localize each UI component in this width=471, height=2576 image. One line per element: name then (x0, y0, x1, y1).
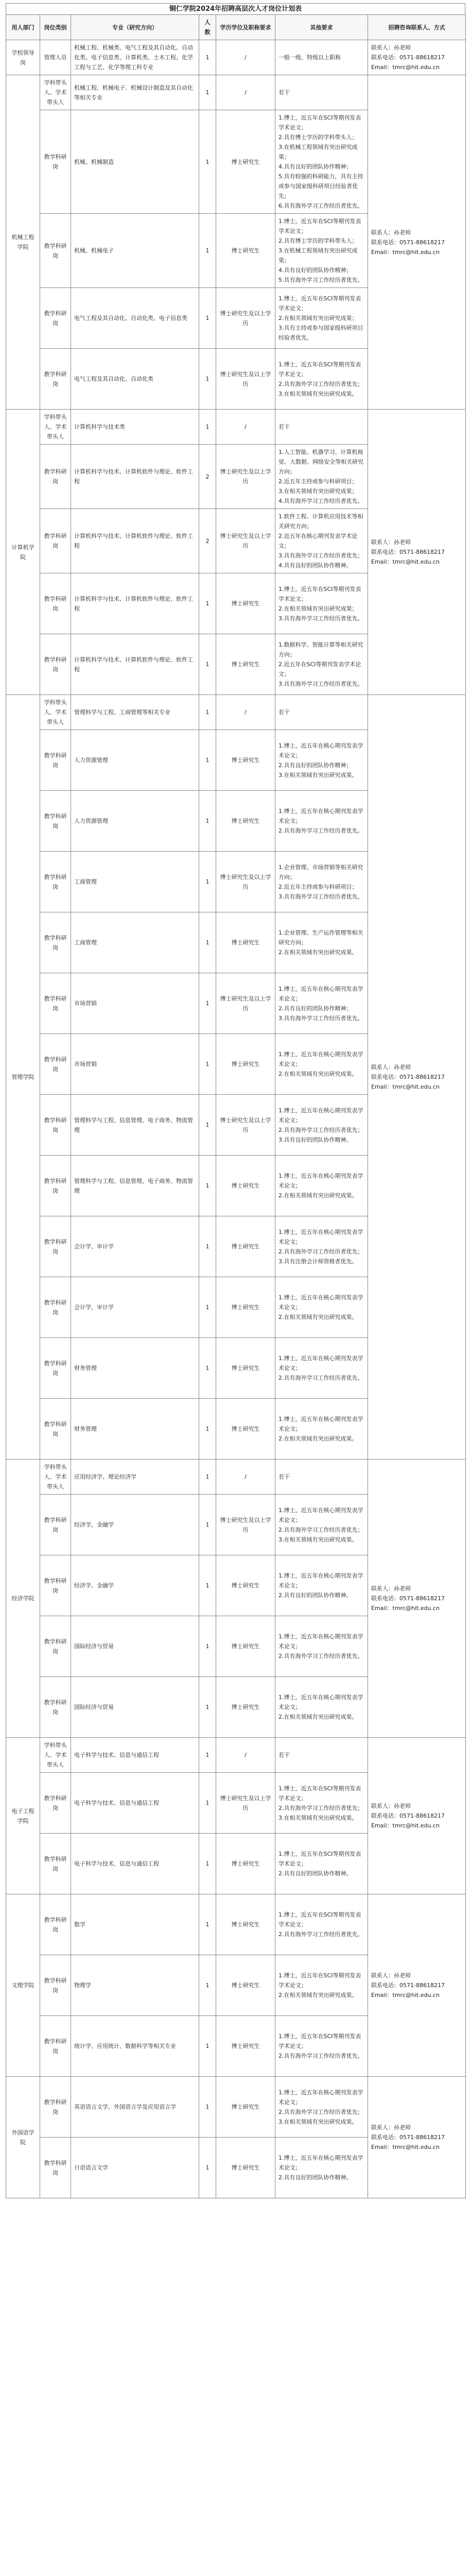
major-cell: 机械工程、机械电子、机械设计制造及其自动化等相关专业 (71, 75, 199, 110)
table-row (6, 1738, 466, 1773)
contact-cell: 联系人：孙老师 联系电话：0571-88618217 Email：tmrc@hit.edu.cn (368, 695, 466, 1460)
other-cell: 1.博士，近五年在核心期刊发表学术论文； 2.具有海外学习工作经历者优先。 (275, 1338, 368, 1399)
count-cell: 1 (199, 349, 216, 410)
degree-cell: 博士研究生 (216, 1216, 275, 1277)
other-cell: 1.软件工程、计算机应用技术等相关研究方向； 2.近五年在核心期刊发表学术论文； 3.具有海外学习工作经历者优先； 4.具有良好的团队协作精神。 (275, 509, 368, 573)
category-cell: 教学科研岗 (40, 1277, 71, 1338)
category-cell: 教学科研岗 (40, 912, 71, 973)
count-cell: 1 (199, 634, 216, 695)
category-cell: 教学科研岗 (40, 1616, 71, 1677)
other-cell: 1.博士，近五年在核心期刊发表学术论文； 2.在相关领域有突出研究成果。 (275, 1277, 368, 1338)
other-cell: 若干 (275, 75, 368, 110)
count-cell: 1 (199, 410, 216, 445)
category-cell: 教学科研岗 (40, 730, 71, 791)
count-cell: 1 (199, 2138, 216, 2198)
degree-cell: 博士研究生 (216, 912, 275, 973)
other-cell: 一般一级、特级以上职称 (275, 40, 368, 75)
table-row (6, 75, 466, 110)
other-cell: 1.博士，近五年在核心期刊发表学术论文； 2.具有海外学习工作经历者优先； 3.在相关领域有突出研究成果。 (275, 2077, 368, 2138)
major-cell: 电子科学与技术、信息与通信工程 (71, 1738, 199, 1773)
header-major: 专业（研究方向） (71, 15, 199, 40)
other-cell: 1.博士，近五年在核心期刊发表学术论文； 2.具有海外学习工作经历者优先。 (275, 1616, 368, 1677)
other-cell: 1.博士，近五年在核心期刊发表学术论文； 2.在相关领域有突出研究成果。 (275, 1156, 368, 1216)
other-cell: 1.博士，近五年在SCI等期刊发表学术论文； 2.具有良好的团队协作精神。 (275, 1834, 368, 1894)
other-cell: 1.博士，近五年在核心期刊发表学术论文； 2.具有海外学习工作经历者优先； 3.具有良好的团队协作精神。 (275, 1095, 368, 1156)
other-cell: 1.博士，近五年在SCI等期刊发表学术论文； 2.在相关领域有突出研究成果。 (275, 1955, 368, 2016)
table-row (6, 1460, 466, 1495)
other-cell: 1.博士，近五年在核心期刊发表学术论文； 2.在相关领域有突出研究成果。 (275, 1034, 368, 1095)
major-cell: 市场营销 (71, 1034, 199, 1095)
major-cell: 数学 (71, 1894, 199, 1955)
major-cell: 管理科学与工程、信息管理、电子商务、物流管理 (71, 1156, 199, 1216)
degree-cell: 博士研究生及以上学历 (216, 973, 275, 1034)
other-cell: 1.博士，近五年在SCI等期刊发表学术论文； 2.具有海外学习工作经历者优先； 3.在相关领域有突出研究成果。 (275, 1773, 368, 1834)
document-title: 铜仁学院2024年招聘高层次人才岗位计划表 (6, 3, 465, 14)
table-row (6, 1894, 466, 1955)
other-cell: 1.博士，近五年在核心期刊发表学术论文； 2.具有良好的团队协作精神； 3.具有海外学习工作经历者优先。 (275, 973, 368, 1034)
dept-cell: 计算机学院 (6, 410, 40, 695)
degree-cell: 博士研究生 (216, 634, 275, 695)
count-cell: 1 (199, 695, 216, 730)
major-cell: 日语语言文学 (71, 2138, 199, 2198)
category-cell: 教学科研岗 (40, 1773, 71, 1834)
category-cell: 教学科研岗 (40, 445, 71, 509)
other-cell: 1.博士，近五年在SCI等期刊发表学术论文； 2.具有博士学历的学科带头人； 3.在机械工程领域有突出研究成果； 4.具有良好的团队协作精神； 5.具有海外学习工作经历者优先。 (275, 214, 368, 288)
count-cell: 1 (199, 1555, 216, 1616)
count-cell: 1 (199, 214, 216, 288)
count-cell: 1 (199, 1834, 216, 1894)
other-cell: 1.企业管理、生产运作管理等相关研究方向； 2.在相关领域有突出研究成果。 (275, 912, 368, 973)
other-cell: 1.博士，近五年在核心期刊发表学术论文； 2.具有良好的团队协作精神； 3.在相关领域有突出研究成果。 (275, 730, 368, 791)
contact-cell: 联系人：孙老师 联系电话：0571-88618217 Email：tmrc@hit.edu.cn (368, 75, 466, 410)
major-cell: 人力资源管理 (71, 791, 199, 852)
header-count: 人数 (199, 15, 216, 40)
category-cell: 教学科研岗 (40, 1894, 71, 1955)
count-cell: 2 (199, 509, 216, 573)
count-cell: 1 (199, 1277, 216, 1338)
contact-cell: 联系人：孙老师 联系电话：0571-88618217 Email：tmrc@hit.edu.cn (368, 40, 466, 75)
major-cell: 电子科学与技术、信息与通信工程 (71, 1834, 199, 1894)
header-category: 岗位类别 (40, 15, 71, 40)
degree-cell: 博士研究生 (216, 214, 275, 288)
degree-cell: 博士研究生 (216, 2138, 275, 2198)
count-cell: 1 (199, 1156, 216, 1216)
count-cell: 1 (199, 1338, 216, 1399)
table-row (6, 40, 466, 75)
degree-cell: 博士研究生 (216, 1034, 275, 1095)
count-cell: 1 (199, 1460, 216, 1495)
degree-cell: 博士研究生 (216, 730, 275, 791)
degree-cell: 博士研究生 (216, 1277, 275, 1338)
other-cell: 1.博士，近五年在核心期刊发表学术论文； 2.具有海外学习工作经历者优先； 3.在相关领域有突出研究成果。 (275, 1495, 368, 1555)
table-row (6, 2077, 466, 2138)
degree-cell: / (216, 695, 275, 730)
other-cell: 1.博士，近五年在核心期刊发表学术论文； 2.具有良好的团队协作精神。 (275, 2138, 368, 2198)
count-cell: 1 (199, 1894, 216, 1955)
other-cell: 1.数据科学、智能计算等相关研究方向； 2.近五年在SCI等期刊发表学术论文； 3.具有海外学习工作经历者优先。 (275, 634, 368, 695)
count-cell: 1 (199, 1677, 216, 1738)
degree-cell: 博士研究生及以上学历 (216, 445, 275, 509)
major-cell: 财务管理 (71, 1338, 199, 1399)
degree-cell: 博士研究生 (216, 573, 275, 634)
major-cell: 工商管理 (71, 852, 199, 912)
dept-cell: 电子工程学院 (6, 1738, 40, 1894)
degree-cell: 博士研究生及以上学历 (216, 1773, 275, 1834)
degree-cell: / (216, 1460, 275, 1495)
other-cell: 1.企业管理、市场营销等相关研究方向； 2.近五年主持或参与科研项目； 3.具有海外学习工作经历者优先。 (275, 852, 368, 912)
degree-cell: / (216, 75, 275, 110)
dept-cell: 机械工程学院 (6, 75, 40, 410)
category-cell: 教学科研岗 (40, 349, 71, 410)
other-cell: 1.博士，近五年在SCI等期刊发表学术论文； 2.具有海外学习工作经历者优先。 (275, 2016, 368, 2077)
dept-cell: 文理学院 (6, 1894, 40, 2077)
category-cell: 教学科研岗 (40, 2077, 71, 2138)
other-cell: 1.博士，近五年在核心期刊发表学术论文； 2.具有良好的团队协作精神。 (275, 1555, 368, 1616)
header-dept: 用人部门 (6, 15, 40, 40)
major-cell: 机械工程、机械类、电气工程及其自动化、自动化类、电子信息类、计算机类、土木工程、化学工程与工艺、化学等理工科专业 (71, 40, 199, 75)
category-cell: 教学科研岗 (40, 288, 71, 349)
degree-cell: 博士研究生及以上学历 (216, 1495, 275, 1555)
count-cell: 2 (199, 445, 216, 509)
degree-cell: 博士研究生及以上学历 (216, 349, 275, 410)
major-cell: 计算机科学与技术、计算机软件与理论、软件工程 (71, 445, 199, 509)
count-cell: 1 (199, 730, 216, 791)
major-cell: 机械、机械制造 (71, 110, 199, 214)
category-cell: 学科带头人、学术带头人 (40, 1460, 71, 1495)
category-cell: 学科带头人、学术带头人 (40, 410, 71, 445)
category-cell: 教学科研岗 (40, 214, 71, 288)
degree-cell: 博士研究生及以上学历 (216, 852, 275, 912)
category-cell: 教学科研岗 (40, 1156, 71, 1216)
count-cell: 1 (199, 2016, 216, 2077)
major-cell: 统计学、应用统计、数据科学等相关专业 (71, 2016, 199, 2077)
major-cell: 计算机科学与技术、计算机软件与理论、软件工程 (71, 509, 199, 573)
degree-cell: 博士研究生 (216, 1834, 275, 1894)
contact-cell: 联系人：孙老师 联系电话：0571-88618217 Email：tmrc@hit.edu.cn (368, 2077, 466, 2198)
category-cell: 教学科研岗 (40, 634, 71, 695)
other-cell: 若干 (275, 1460, 368, 1495)
other-cell: 1.博士，近五年在SCI等期刊发表学术论文； 2.在相关领域有突出研究成果； 3.具有主持或参与国家级科研项目经验者优先。 (275, 288, 368, 349)
major-cell: 国际经济与贸易 (71, 1616, 199, 1677)
degree-cell: 博士研究生及以上学历 (216, 509, 275, 573)
category-cell: 教学科研岗 (40, 2016, 71, 2077)
header-row (6, 15, 466, 40)
category-cell: 教学科研岗 (40, 1399, 71, 1460)
degree-cell: 博士研究生 (216, 1555, 275, 1616)
category-cell: 学科带头人、学术带头人 (40, 75, 71, 110)
category-cell: 教学科研岗 (40, 1338, 71, 1399)
category-cell: 教学科研岗 (40, 1955, 71, 2016)
degree-cell: / (216, 40, 275, 75)
other-cell: 1.博士，近五年在核心期刊发表学术论文； 2.在相关领域有突出研究成果。 (275, 1399, 368, 1460)
major-cell: 应用经济学、理论经济学 (71, 1460, 199, 1495)
major-cell: 管理科学与工程、信息管理、电子商务、物流管理 (71, 1095, 199, 1156)
degree-cell: 博士研究生及以上学历 (216, 288, 275, 349)
other-cell: 1.博士，近五年在核心期刊发表学术论文； 2.具有海外学习工作经历者优先。 (275, 791, 368, 852)
degree-cell: 博士研究生 (216, 110, 275, 214)
count-cell: 1 (199, 1955, 216, 2016)
header-contact: 招聘咨询联系人、方式 (368, 15, 466, 40)
degree-cell: 博士研究生 (216, 1677, 275, 1738)
dept-cell: 外国语学院 (6, 2077, 40, 2198)
other-cell: 1.博士，近五年在SCI等期刊发表学术论文； 2.在相关领域有突出研究成果； 3.具有海外学习工作经历者优先。 (275, 573, 368, 634)
major-cell: 计算机科学与技术、计算机软件与理论、软件工程 (71, 573, 199, 634)
header-degree: 学历学位及职称要求 (216, 15, 275, 40)
other-cell: 1.博士，近五年在核心期刊发表学术论文； 2.在相关领域有突出研究成果。 (275, 1677, 368, 1738)
other-cell: 1.博士，近五年在核心期刊发表学术论文； 2.具有海外学习工作经历者优先； 3.具有注册会计师资格者优先。 (275, 1216, 368, 1277)
other-cell: 若干 (275, 695, 368, 730)
other-cell: 若干 (275, 410, 368, 445)
category-cell: 教学科研岗 (40, 509, 71, 573)
document (6, 0, 465, 2198)
category-cell: 学科带头人、学术带头人 (40, 1738, 71, 1773)
category-cell: 管理人员 (40, 40, 71, 75)
category-cell: 教学科研岗 (40, 2138, 71, 2198)
degree-cell: / (216, 1738, 275, 1773)
degree-cell: / (216, 410, 275, 445)
major-cell: 电子科学与技术、信息与通信工程 (71, 1773, 199, 1834)
category-cell: 教学科研岗 (40, 852, 71, 912)
major-cell: 会计学、审计学 (71, 1277, 199, 1338)
count-cell: 1 (199, 852, 216, 912)
major-cell: 市场营销 (71, 973, 199, 1034)
category-cell: 教学科研岗 (40, 1555, 71, 1616)
major-cell: 电气工程及其自动化、自动化类 (71, 349, 199, 410)
count-cell: 1 (199, 75, 216, 110)
category-cell: 教学科研岗 (40, 791, 71, 852)
degree-cell: 博士研究生 (216, 1894, 275, 1955)
count-cell: 1 (199, 912, 216, 973)
degree-cell: 博士研究生 (216, 2077, 275, 2138)
degree-cell: 博士研究生 (216, 1955, 275, 2016)
table-row (6, 695, 466, 730)
count-cell: 1 (199, 1216, 216, 1277)
major-cell: 管理科学与工程、工商管理等相关专业 (71, 695, 199, 730)
count-cell: 1 (199, 1773, 216, 1834)
category-cell: 教学科研岗 (40, 1495, 71, 1555)
degree-cell: 博士研究生 (216, 1616, 275, 1677)
category-cell: 教学科研岗 (40, 1216, 71, 1277)
count-cell: 1 (199, 791, 216, 852)
major-cell: 国际经济与贸易 (71, 1677, 199, 1738)
category-cell: 教学科研岗 (40, 973, 71, 1034)
degree-cell: 博士研究生 (216, 791, 275, 852)
other-cell: 1.博士，近五年在SCI等期刊发表学术论文； 2.具有博士学历的学科带头人； 3.在机械工程领域有突出研究成果； 4.具有良好的团队协作精神； 5.具有较强的科研能力，具有主持或参与国家级科研项目经验者优先； 6.具有海外学习工作经历者优先。 (275, 110, 368, 214)
major-cell: 财务管理 (71, 1399, 199, 1460)
degree-cell: 博士研究生及以上学历 (216, 1095, 275, 1156)
count-cell: 1 (199, 1034, 216, 1095)
degree-cell: 博士研究生 (216, 2016, 275, 2077)
contact-cell: 联系人：孙老师 联系电话：0571-88618217 Email：tmrc@hit.edu.cn (368, 410, 466, 695)
major-cell: 会计学、审计学 (71, 1216, 199, 1277)
dept-cell: 管理学院 (6, 695, 40, 1460)
contact-cell: 联系人：孙老师 联系电话：0571-88618217 Email：tmrc@hit.edu.cn (368, 1894, 466, 2077)
major-cell: 电气工程及其自动化、自动化类、电子信息类 (71, 288, 199, 349)
category-cell: 学科带头人、学术带头人 (40, 695, 71, 730)
positions-table (6, 14, 466, 2198)
other-cell: 1.人工智能、机器学习、计算机视觉、大数据、网络安全等相关研究方向； 2.近五年主持或参与科研项目； 3.在相关领域有突出研究成果； 4.具有海外学习工作经历者优先。 (275, 445, 368, 509)
dept-cell: 学校领导岗 (6, 40, 40, 75)
other-cell: 1.博士，近五年在SCI等期刊发表学术论文； 2.具有海外学习工作经历者优先； 3.在相关领域有突出研究成果。 (275, 349, 368, 410)
category-cell: 教学科研岗 (40, 1095, 71, 1156)
category-cell: 教学科研岗 (40, 1834, 71, 1894)
count-cell: 1 (199, 288, 216, 349)
category-cell: 教学科研岗 (40, 573, 71, 634)
count-cell: 1 (199, 973, 216, 1034)
dept-cell: 经济学院 (6, 1460, 40, 1738)
contact-cell: 联系人：孙老师 联系电话：0571-88618217 Email：tmrc@hit.edu.cn (368, 1738, 466, 1894)
count-cell: 1 (199, 573, 216, 634)
major-cell: 英语语言文学、外国语言学及应用语言学 (71, 2077, 199, 2138)
major-cell: 经济学、金融学 (71, 1555, 199, 1616)
other-cell: 1.博士，近五年在SCI等期刊发表学术论文； 2.具有海外学习工作经历者优先。 (275, 1894, 368, 1955)
major-cell: 人力资源管理 (71, 730, 199, 791)
count-cell: 1 (199, 40, 216, 75)
other-cell: 若干 (275, 1738, 368, 1773)
count-cell: 1 (199, 1095, 216, 1156)
count-cell: 1 (199, 1495, 216, 1555)
major-cell: 机械、机械电子 (71, 214, 199, 288)
degree-cell: 博士研究生 (216, 1399, 275, 1460)
count-cell: 1 (199, 2077, 216, 2138)
count-cell: 1 (199, 110, 216, 214)
major-cell: 工商管理 (71, 912, 199, 973)
count-cell: 1 (199, 1616, 216, 1677)
category-cell: 教学科研岗 (40, 110, 71, 214)
count-cell: 1 (199, 1738, 216, 1773)
major-cell: 物理学 (71, 1955, 199, 2016)
degree-cell: 博士研究生 (216, 1156, 275, 1216)
count-cell: 1 (199, 1399, 216, 1460)
table-row (6, 410, 466, 445)
category-cell: 教学科研岗 (40, 1034, 71, 1095)
major-cell: 计算机科学与技术类 (71, 410, 199, 445)
degree-cell: 博士研究生 (216, 1338, 275, 1399)
header-other: 其他要求 (275, 15, 368, 40)
category-cell: 教学科研岗 (40, 1677, 71, 1738)
major-cell: 经济学、金融学 (71, 1495, 199, 1555)
contact-cell: 联系人：孙老师 联系电话：0571-88618217 Email：tmrc@hit.edu.cn (368, 1460, 466, 1738)
major-cell: 计算机科学与技术、计算机软件与理论、软件工程 (71, 634, 199, 695)
